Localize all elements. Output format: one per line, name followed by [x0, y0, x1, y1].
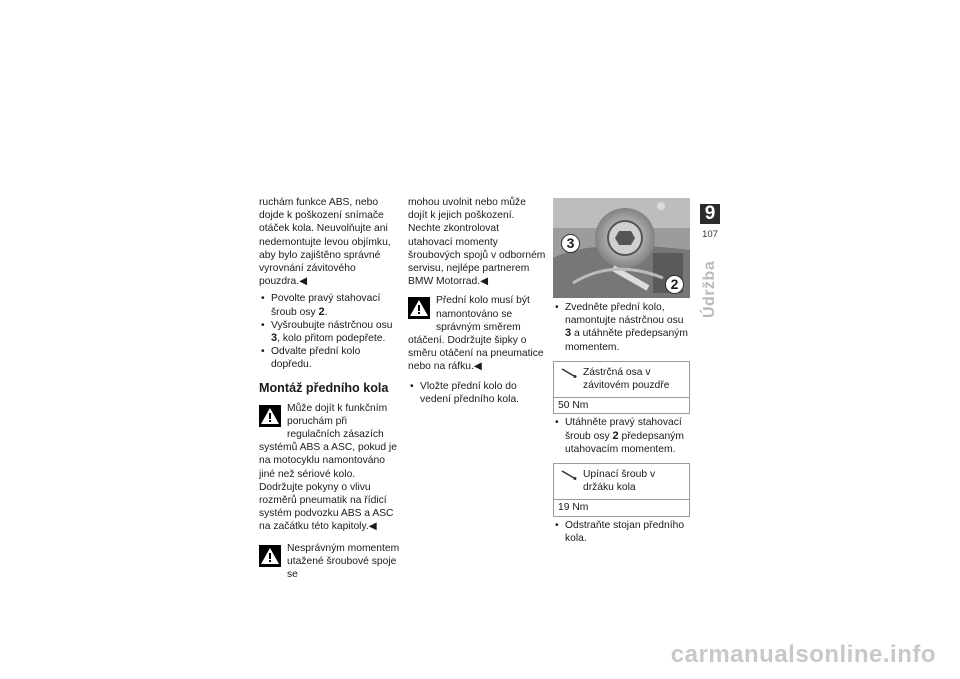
warning-block-3: [408, 294, 546, 373]
photo-label-2: 2: [665, 275, 684, 294]
step-list-3a: [553, 301, 690, 354]
list-item: • Odstraňte stojan předního kola.: [553, 519, 690, 545]
wheel-axle-photo: [553, 198, 690, 298]
continued-paragraph: mohou uvolnit nebo může dojít k jejich poškození. Nechte zkontrolovat utahovací momenty šroubových spojů v odborném servisu, nejlépe partnerem BMW Motorrad.◀: [408, 197, 546, 288]
torque-spec-value: 50 Nm: [558, 400, 589, 412]
warning-text-1: Může dojít k funkčním poruchám při regulačních zásazích systémů ABS a ASC, pokud je na motocyklu namontováno jiné než sériové kolo. Dodržujte pokyny o vlivu rozměrů pneumatik na řídicí systém podvozku ABS a ASC na začátku této kapitoly.◀: [259, 402, 397, 533]
step-list-3c: [553, 519, 690, 545]
list-item: • Povolte pravý stahovací šroub osy 2.: [259, 292, 400, 318]
step-list-3b: [553, 416, 690, 456]
text-column-3: [553, 198, 690, 545]
torque-spec-label: Upínací šroub v držáku kola: [583, 469, 656, 494]
list-item: • Odvalte přední kolo dopředu.: [259, 345, 400, 371]
list-item: • Utáhněte pravý stahovací šroub osy 2 předepsaným utahovacím momentem.: [553, 416, 690, 456]
watermark: carmanualsonline.info: [670, 641, 936, 668]
chapter-title: Údržba: [701, 260, 718, 318]
torque-spec-label: Zástrčná osa v závitovém pouzdře: [583, 366, 670, 392]
torque-wrench-icon: [561, 368, 577, 378]
list-item: • Vyšroubujte nástrčnou osu 3, kolo přitom podepřete.: [259, 319, 400, 345]
list-item: • Vložte přední kolo do vedení předního kola.: [408, 380, 546, 406]
warning-block-1: [259, 402, 400, 534]
warning-block-2: [259, 542, 400, 582]
step-list-1: [259, 292, 400, 371]
torque-spec-header: [554, 362, 689, 398]
list-item: • Zvedněte přední kolo, namontujte nástrčnou osu 3 a utáhněte předepsaným momentem.: [553, 301, 690, 354]
torque-spec-header: [554, 464, 689, 500]
warning-text-2: Nesprávným momentem utažené šroubové spoje se: [287, 542, 400, 581]
warning-triangle-icon: [408, 297, 430, 319]
warning-triangle-icon: [259, 405, 281, 427]
torque-wrench-icon: [561, 470, 577, 480]
chapter-marker: [700, 204, 720, 240]
page-number: 107: [702, 229, 718, 240]
warning-triangle-icon: [259, 545, 281, 567]
photo-label-3: 3: [561, 234, 580, 253]
intro-paragraph: ruchám funkce ABS, nebo dojde k poškození snímače otáček kola. Neuvolňujte ani nedemontujte levou objímku, aby bylo zajištěno správné vyrovnání závitového pouzdra.◀: [259, 197, 391, 288]
text-column-2: [408, 196, 546, 406]
step-list-2: [408, 380, 546, 406]
torque-spec-value: 19 Nm: [558, 502, 589, 514]
torque-spec-2: [553, 463, 690, 517]
section-heading: Montáž předního kola: [259, 380, 389, 395]
chapter-number: 9: [700, 204, 720, 224]
text-column-1: [259, 196, 400, 581]
torque-spec-1: [553, 361, 690, 415]
warning-text-3: Přední kolo musí být namontováno se správným směrem otáčení. Dodržujte šipky o směru otáčení na pneumatice nebo na ráfku.◀: [408, 295, 544, 373]
